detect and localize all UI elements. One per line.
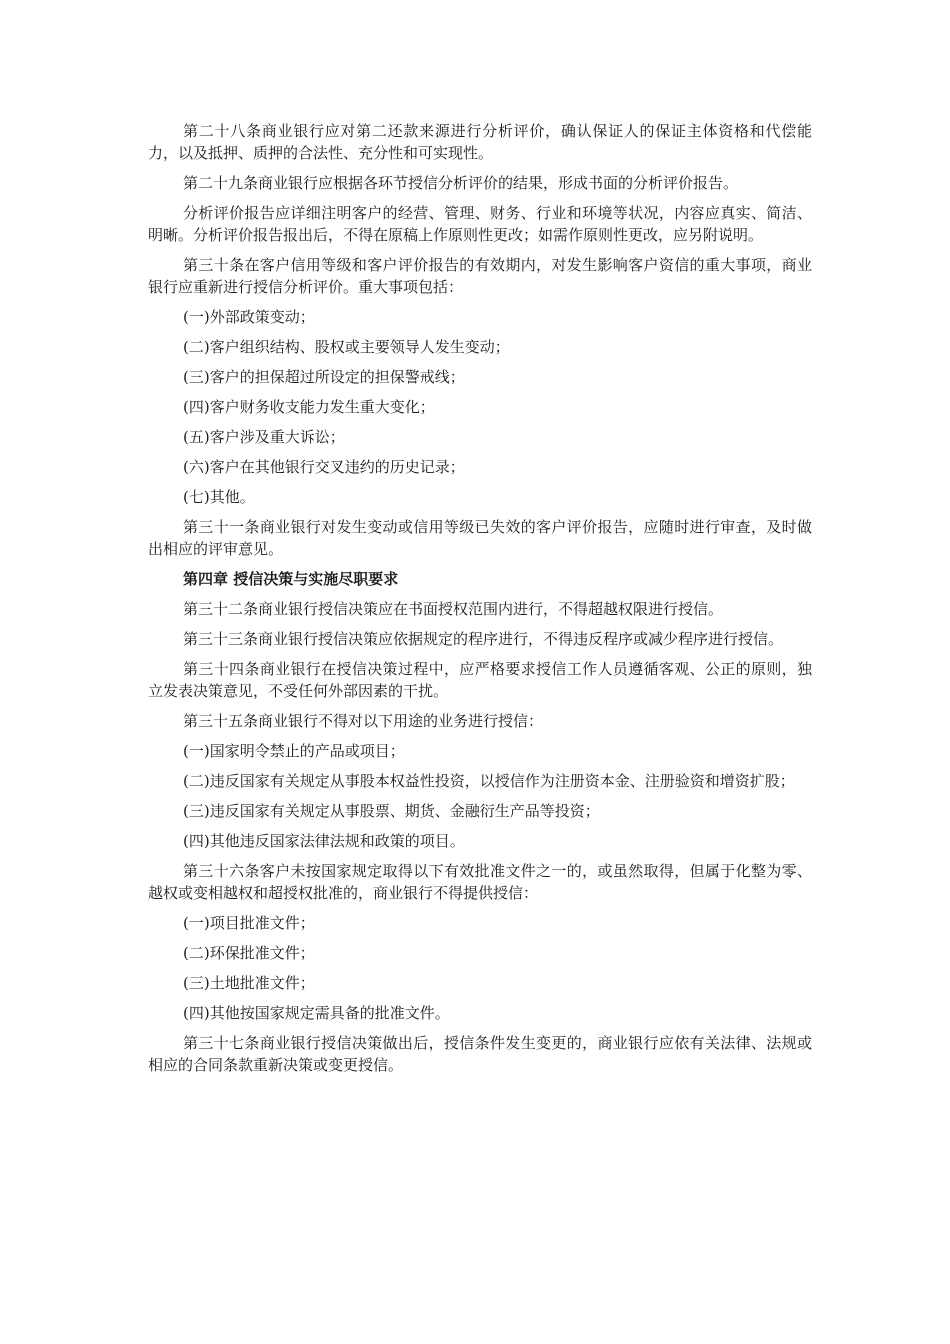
list-item: (七)其他。 bbox=[183, 488, 255, 506]
list-item: (二)环保批准文件； bbox=[183, 944, 315, 962]
list-item: (四)客户财务收支能力发生重大变化； bbox=[183, 398, 435, 416]
article-34: 第三十四条商业银行在授信决策过程中，应严格要求授信工作人员遵循客观、公正的原则，独立发表决策意见，不受任何外部因素的干扰。 bbox=[148, 660, 812, 700]
list-item: (三)违反国家有关规定从事股票、期货、金融衍生产品等投资； bbox=[183, 802, 600, 820]
list-item: (一)项目批准文件； bbox=[183, 914, 315, 932]
chapter-heading: 第四章 授信决策与实施尽职要求 bbox=[183, 570, 399, 588]
list-item: (六)客户在其他银行交叉违约的历史记录； bbox=[183, 458, 465, 476]
article-31: 第三十一条商业银行对发生变动或信用等级已失效的客户评价报告，应随时进行审查，及时做出相应的评审意见。 bbox=[148, 518, 812, 558]
list-item: (二)客户组织结构、股权或主要领导人发生变动； bbox=[183, 338, 510, 356]
list-item: (三)土地批准文件； bbox=[183, 974, 315, 992]
list-item: (四)其他按国家规定需具备的批准文件。 bbox=[183, 1004, 450, 1022]
list-item: (一)国家明令禁止的产品或项目； bbox=[183, 742, 405, 760]
article-28: 第二十八条商业银行应对第二还款来源进行分析评价，确认保证人的保证主体资格和代偿能力，以及抵押、质押的合法性、充分性和可实现性。 bbox=[148, 122, 812, 162]
document-page bbox=[148, 120, 812, 1084]
article-36: 第三十六条客户未按国家规定取得以下有效批准文件之一的，或虽然取得，但属于化整为零、越权或变相越权和超授权批准的，商业银行不得提供授信： bbox=[148, 862, 812, 902]
list-item: (二)违反国家有关规定从事股本权益性投资，以授信作为注册资本金、注册验资和增资扩股； bbox=[183, 772, 795, 790]
list-item: (四)其他违反国家法律法规和政策的项目。 bbox=[183, 832, 465, 850]
list-item: (一)外部政策变动； bbox=[183, 308, 315, 326]
article-35: 第三十五条商业银行不得对以下用途的业务进行授信： bbox=[183, 712, 544, 730]
article-33: 第三十三条商业银行授信决策应依据规定的程序进行，不得违反程序或减少程序进行授信。 bbox=[183, 630, 784, 648]
list-item: (三)客户的担保超过所设定的担保警戒线； bbox=[183, 368, 465, 386]
article-30: 第三十条在客户信用等级和客户评价报告的有效期内，对发生影响客户资信的重大事项，商业银行应重新进行授信分析评价。重大事项包括： bbox=[148, 256, 812, 296]
article-29-detail: 分析评价报告应详细注明客户的经营、管理、财务、行业和环境等状况，内容应真实、简洁、明晰。分析评价报告报出后，不得在原稿上作原则性更改；如需作原则性更改，应另附说明。 bbox=[148, 204, 812, 244]
list-item: (五)客户涉及重大诉讼； bbox=[183, 428, 345, 446]
article-32: 第三十二条商业银行授信决策应在书面授权范围内进行，不得超越权限进行授信。 bbox=[183, 600, 724, 618]
article-37: 第三十七条商业银行授信决策做出后，授信条件发生变更的，商业银行应依有关法律、法规或相应的合同条款重新决策或变更授信。 bbox=[148, 1034, 812, 1074]
article-29: 第二十九条商业银行应根据各环节授信分析评价的结果，形成书面的分析评价报告。 bbox=[183, 174, 739, 192]
